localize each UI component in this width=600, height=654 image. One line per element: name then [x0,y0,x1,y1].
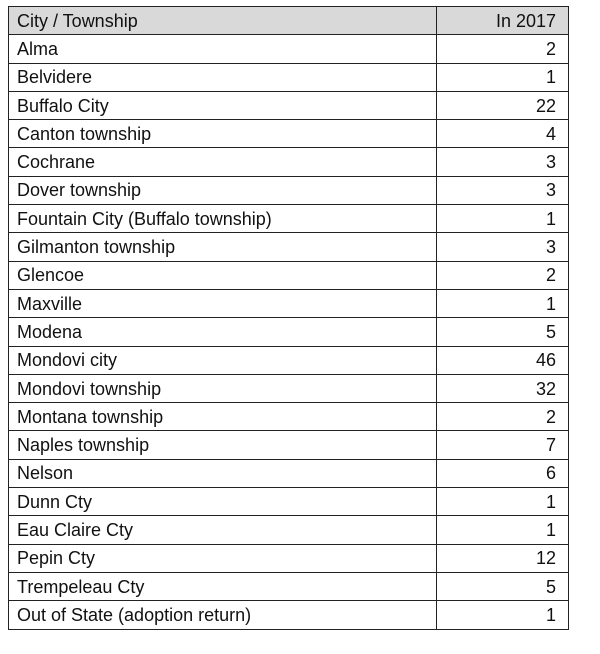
row-value: 5 [437,572,569,600]
row-name: Out of State (adoption return) [9,601,437,629]
row-name: Maxville [9,289,437,317]
row-value: 4 [437,120,569,148]
row-name: Alma [9,35,437,63]
row-name: Gilmanton township [9,233,437,261]
column-header-in-2017: In 2017 [437,7,569,35]
table-row [9,63,569,91]
row-name: Modena [9,318,437,346]
row-value: 3 [437,176,569,204]
row-value: 22 [437,91,569,119]
table-row [9,346,569,374]
row-name: Montana township [9,403,437,431]
row-value: 3 [437,233,569,261]
row-name: Fountain City (Buffalo township) [9,205,437,233]
table-row [9,572,569,600]
row-value: 12 [437,544,569,572]
row-value: 6 [437,459,569,487]
row-name: Trempeleau Cty [9,572,437,600]
table-row [9,289,569,317]
row-name: Buffalo City [9,91,437,119]
row-name: Mondovi city [9,346,437,374]
table-row [9,91,569,119]
row-name: Dover township [9,176,437,204]
table-row [9,374,569,402]
row-name: Naples township [9,431,437,459]
row-name: Glencoe [9,261,437,289]
table-header-row [9,7,569,35]
table-row [9,488,569,516]
row-value: 1 [437,488,569,516]
row-value: 2 [437,403,569,431]
row-value: 1 [437,516,569,544]
table-row [9,261,569,289]
table-row [9,459,569,487]
row-name: Mondovi township [9,374,437,402]
row-name: Nelson [9,459,437,487]
row-value: 2 [437,261,569,289]
column-header-city-township: City / Township [9,7,437,35]
row-value: 1 [437,205,569,233]
row-value: 1 [437,601,569,629]
table-row [9,205,569,233]
row-value: 2 [437,35,569,63]
table-row [9,233,569,261]
table-row [9,148,569,176]
row-value: 1 [437,63,569,91]
row-name: Dunn Cty [9,488,437,516]
row-value: 7 [437,431,569,459]
row-name: Belvidere [9,63,437,91]
table-row [9,35,569,63]
table-row [9,431,569,459]
row-value: 32 [437,374,569,402]
table-row [9,601,569,629]
table-row [9,318,569,346]
row-name: Pepin Cty [9,544,437,572]
row-value: 46 [437,346,569,374]
row-name: Cochrane [9,148,437,176]
row-value: 5 [437,318,569,346]
table-row [9,516,569,544]
table-container [8,6,569,630]
table-row [9,176,569,204]
table-row [9,120,569,148]
city-township-table [8,6,569,630]
row-value: 1 [437,289,569,317]
row-name: Canton township [9,120,437,148]
row-name: Eau Claire Cty [9,516,437,544]
row-value: 3 [437,148,569,176]
table-row [9,403,569,431]
table-row [9,544,569,572]
